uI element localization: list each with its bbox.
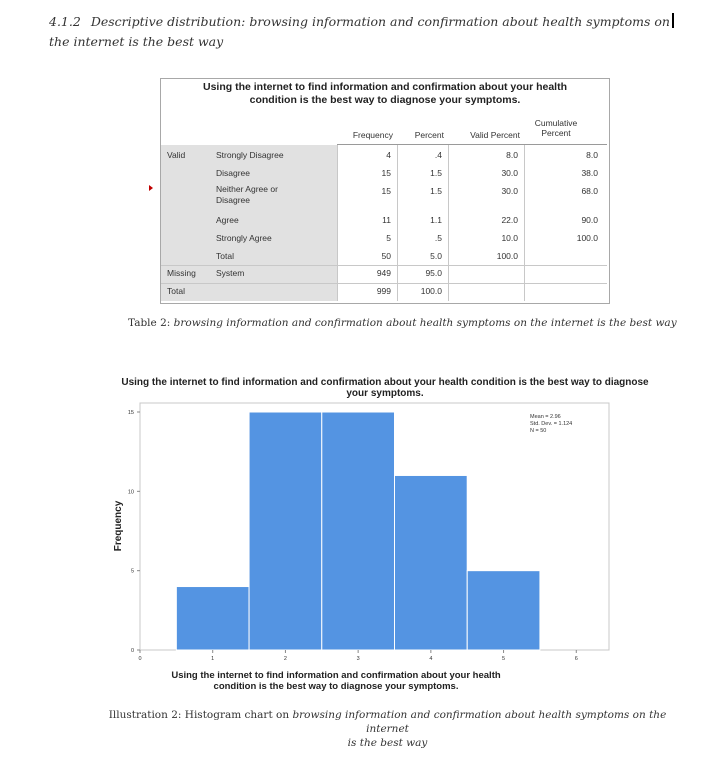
illustration-caption [100,708,675,750]
header-cumulative-line2: Percent [541,128,571,138]
row-frequency: 5 [386,233,391,243]
table-title-line2: condition is the best way to diagnose your symptoms. [249,94,521,106]
header-cumulative-line1: Cumulative [534,118,578,128]
header-valid-percent: Valid Percent [470,130,520,140]
y-tick-label: 10 [127,489,134,496]
x-tick-label: 2 [283,656,287,662]
x-tick-label: 6 [574,656,578,662]
y-axis-label: Frequency [113,500,124,552]
chart-title-line2: your symptoms. [346,388,424,399]
x-tick-label: 3 [356,656,360,662]
row-valid-percent: 100.0 [496,251,518,261]
row-percent: 100.0 [420,286,442,296]
row-label: Disagree [216,168,251,178]
histogram-bar [394,475,467,650]
row-frequency: 4 [386,150,391,160]
x-tick-label: 5 [502,656,506,662]
row-label: Agree [216,215,239,225]
row-valid-percent: 30.0 [501,186,518,196]
row-cumulative: 8.0 [586,150,598,160]
row-valid-percent: 10.0 [501,233,518,243]
x-axis-label-line2: condition is the best way to diagnose your symptoms. [213,681,459,692]
row-cumulative: 90.0 [581,215,598,225]
row-label-cont: Disagree [216,195,251,205]
stat-mean: Mean = 2.96 [530,414,561,420]
histogram-bar [176,587,249,650]
stat-std-dev: Std. Dev. = 1.124 [530,421,573,427]
row-valid-percent: 8.0 [506,150,518,160]
group-missing: Missing [167,268,196,278]
y-tick-label: 0 [130,648,134,654]
row-frequency: 949 [376,268,391,278]
row-percent: 1.1 [430,215,442,225]
table-caption-prefix: Table 2: [128,317,171,329]
row-frequency: 999 [376,286,391,296]
row-frequency: 50 [381,251,391,261]
x-tick-label: 1 [211,656,215,662]
group-valid: Valid [167,150,186,160]
table-caption-text: browsing information and confirmation about health symptoms on the internet is the best way [173,317,677,329]
stats-box [530,414,572,434]
row-percent: 1.5 [430,168,442,178]
illustration-caption-text: browsing information and confirmation about health symptoms on the internet [292,709,667,735]
row-percent: .4 [434,150,442,160]
illustration-caption-prefix: Illustration 2: Histogram chart on [108,709,290,721]
x-axis-label [171,670,501,692]
table-title-line1: Using the internet to find information and confirmation about your health [203,81,567,93]
row-valid-percent: 30.0 [501,168,518,178]
section-title-cont: the internet is the best way [49,34,224,49]
x-tick-label: 4 [429,656,433,662]
x-axis-label-line1: Using the internet to find information and confirmation about your health [171,670,501,681]
header-percent: Percent [414,130,444,140]
row-percent: .5 [434,233,442,243]
histogram-bar [467,571,540,650]
row-valid-percent: 22.0 [501,215,518,225]
row-label: System [216,268,245,278]
row-cumulative: 38.0 [581,168,598,178]
row-label: Strongly Disagree [216,150,284,160]
illustration-caption-text2: is the best way [347,737,428,749]
row-cumulative: 100.0 [576,233,598,243]
row-percent: 95.0 [425,268,442,278]
histogram-bar [249,412,322,650]
chart-title-line1: Using the internet to find information and confirmation about your health condition is the best way to diagnose [121,377,649,388]
row-percent: 1.5 [430,186,442,196]
histogram-bar [322,412,395,650]
row-label: Total [216,251,234,261]
stat-n: N = 50 [530,428,547,434]
row-cumulative: 68.0 [581,186,598,196]
row-frequency: 15 [381,168,391,178]
y-tick-label: 15 [127,410,134,416]
row-label: Strongly Agree [216,233,272,243]
y-tick-label: 5 [130,568,134,575]
header-frequency: Frequency [352,130,393,140]
x-tick-label: 0 [138,656,142,662]
section-title: Descriptive distribution: browsing information and confirmation about health symptoms on [90,14,670,29]
row-percent: 5.0 [430,251,442,261]
group-total: Total [167,286,185,296]
row-frequency: 11 [382,215,391,225]
row-frequency: 15 [381,186,391,196]
section-number: 4.1.2 [49,14,81,29]
row-label: Neither Agree or [216,184,278,194]
